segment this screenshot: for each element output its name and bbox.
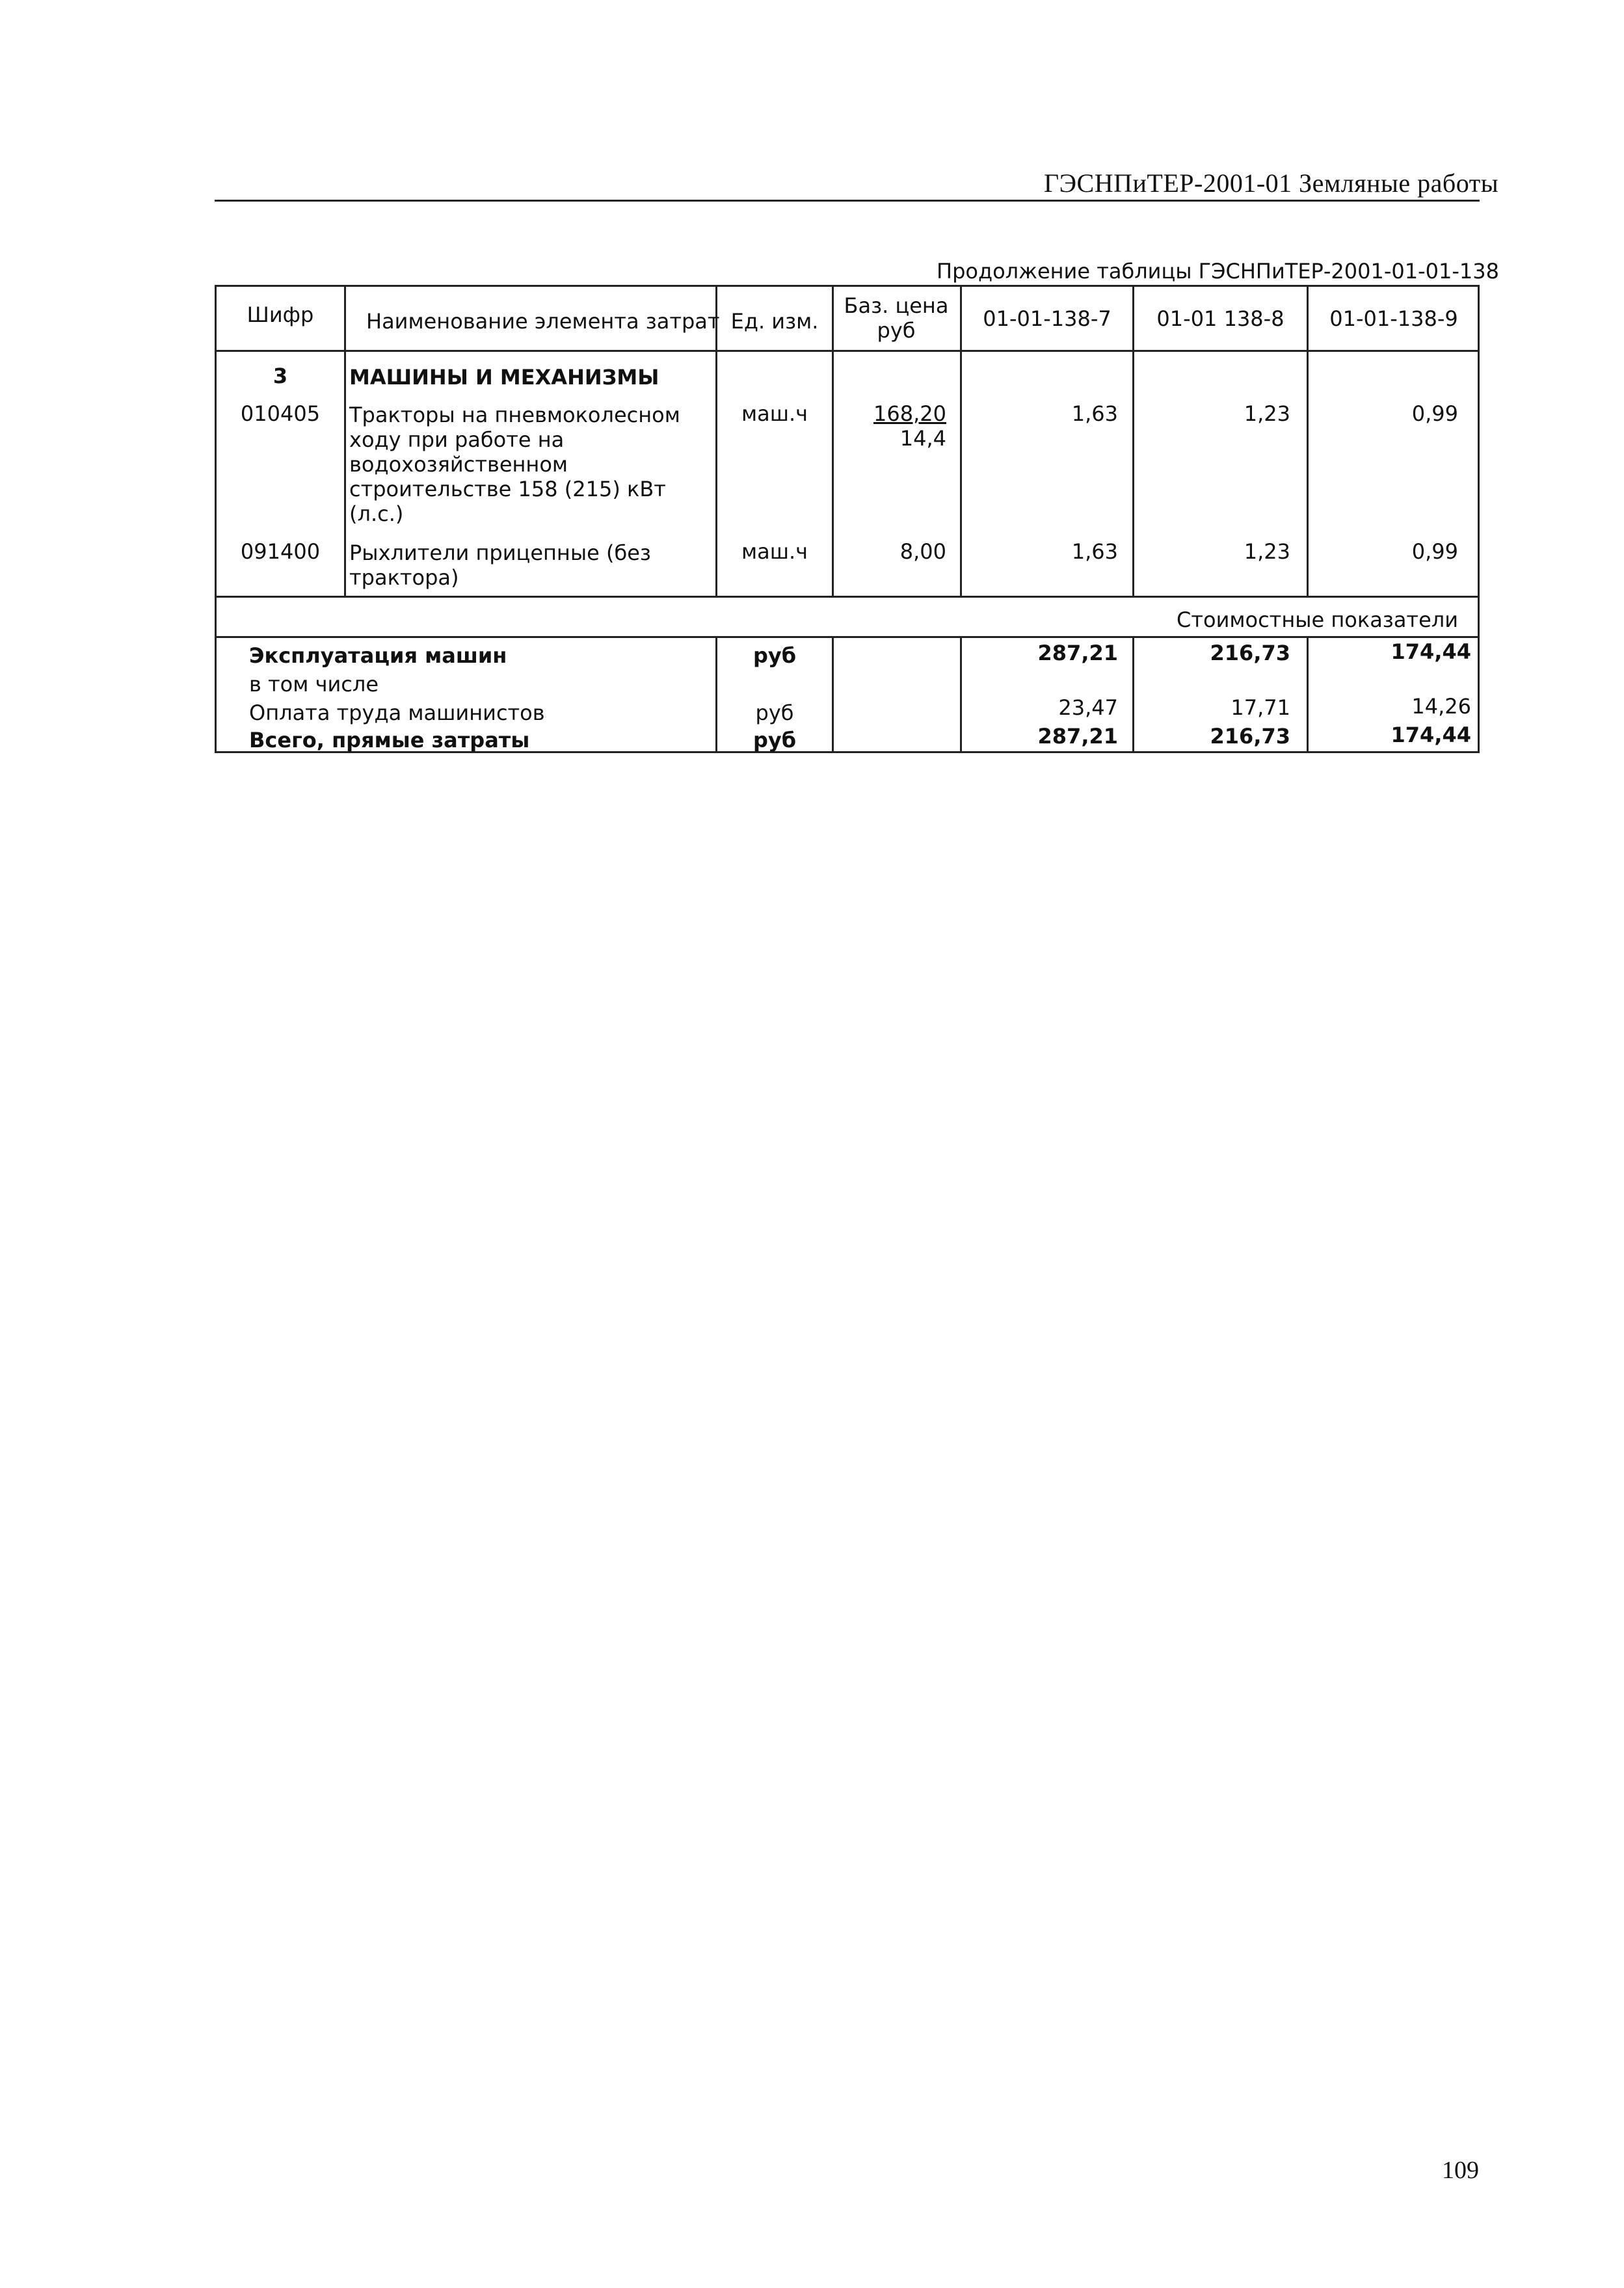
page-header-title: ГЭСНПиТЕР-2001-01 Земляные работы [1044,168,1499,198]
total-operation-value-9: 174,44 [1391,639,1471,664]
cost-indicators-header: Стоимостные показатели [1177,607,1458,632]
section-number: 3 [273,364,288,388]
section-title: МАШИНЫ И МЕХАНИЗМЫ [349,365,659,390]
vline-low-4 [832,636,834,753]
row-1-unit: маш.ч [741,401,808,426]
total-direct-value-8: 216,73 [1210,724,1290,749]
total-including-label: в том числе [249,672,379,697]
col-header-01-01-138-7: 01-01-138-7 [983,306,1112,331]
total-operation-value-7: 287,21 [1037,641,1118,665]
row-1-value-8: 1,23 [1244,401,1290,426]
row-2-unit: маш.ч [741,539,808,564]
cost-table [215,285,1480,753]
row-2-name: Рыхлители прицепные (без трактора) [349,540,651,590]
row-1-name: Тракторы на пневмоколесном ходу при работе на водохозяйственном строительстве 158 (215) кВт (л.с.) [349,403,680,526]
table-caption: Продолжение таблицы ГЭСНПиТЕР-2001-01-01-138 [937,259,1499,284]
total-wages-value-7: 23,47 [1058,695,1118,720]
total-operation-label: Эксплуатация машин [249,643,507,668]
row-2-value-7: 1,63 [1071,539,1118,564]
total-wages-label: Оплата труда машинистов [249,700,545,725]
total-direct-unit: руб [752,728,797,752]
vline-3 [832,287,834,596]
total-direct-value-9: 174,44 [1391,723,1471,747]
cost-header-bottom-line [217,636,1478,638]
page-number: 109 [1442,2157,1479,2184]
col-header-01-01-138-9: 01-01-138-9 [1329,306,1458,331]
total-operation-value-8: 216,73 [1210,641,1290,665]
total-direct-label: Всего, прямые затраты [249,728,530,752]
col-header-code: Шифр [246,302,314,327]
row-1-price: 168,20 [873,401,946,426]
col-header-name: Наименование элемента затрат [366,309,720,334]
row-1-code: 010405 [240,401,321,426]
total-wages-unit: руб [755,700,794,725]
row-1-value-9: 0,99 [1411,401,1458,426]
total-wages-value-9: 14,26 [1411,694,1471,719]
col-header-01-01-138-8: 01-01 138-8 [1156,306,1285,331]
row-1-price-sub: 14,4 [899,426,946,451]
col-header-base-price: Баз. цена руб [844,293,949,343]
total-operation-unit: руб [752,643,797,668]
total-direct-value-7: 287,21 [1037,724,1118,749]
total-wages-value-8: 17,71 [1231,695,1290,720]
row-2-code: 091400 [240,539,321,564]
machines-bottom-line [217,596,1478,598]
header-rule [215,200,1480,202]
vline-1 [344,287,346,596]
row-2-price: 8,00 [899,539,946,564]
row-1-value-7: 1,63 [1071,401,1118,426]
row-2-value-9: 0,99 [1411,539,1458,564]
row-2-value-8: 1,23 [1244,539,1290,564]
col-header-unit: Ед. изм. [730,309,819,334]
header-bottom-line [217,350,1478,352]
